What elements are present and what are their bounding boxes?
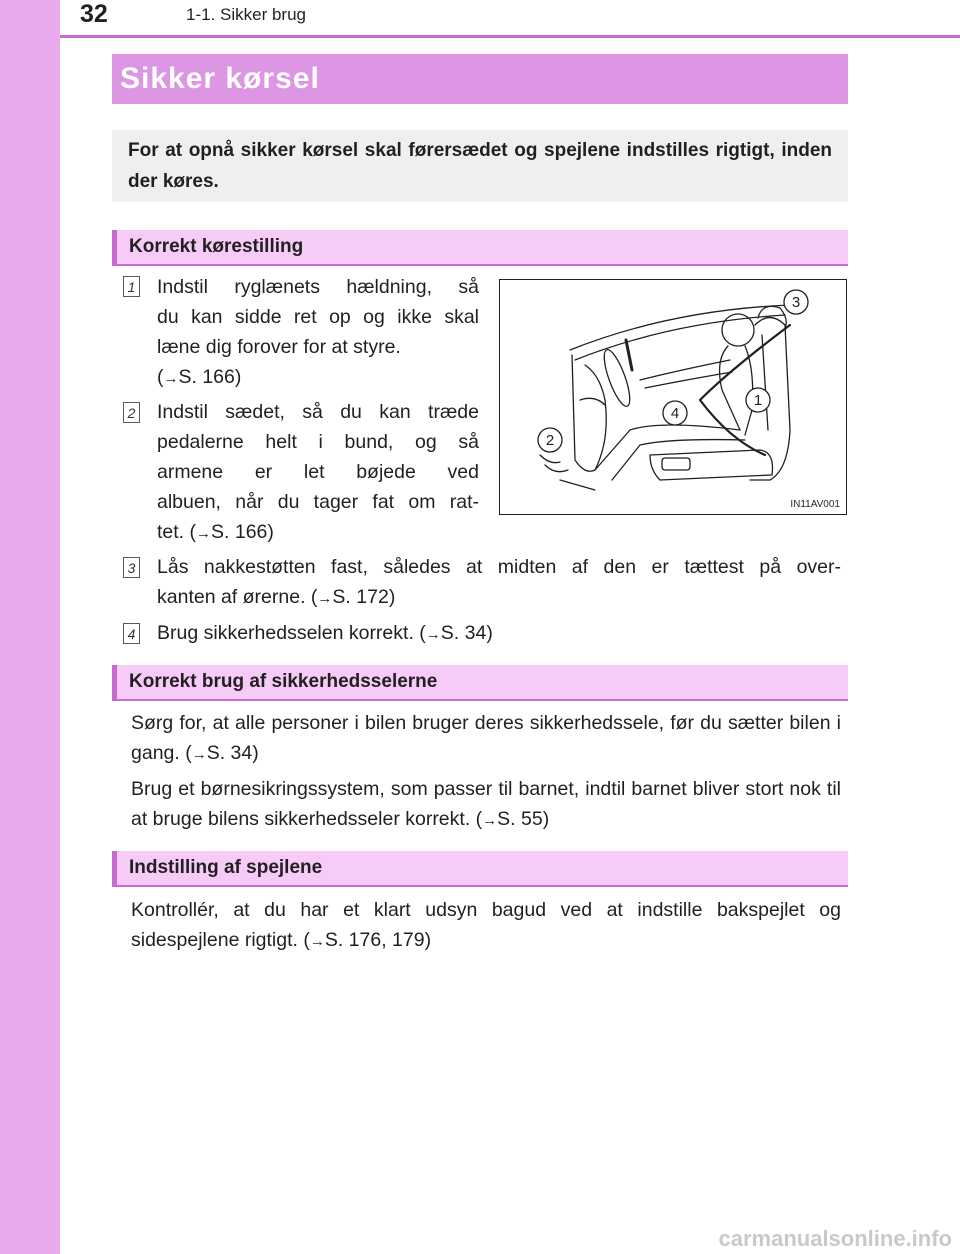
close-paren: ) [388, 586, 396, 608]
item-2-tail: tet. ( [157, 521, 197, 543]
close-paren: ) [424, 929, 432, 951]
callout-3 [784, 290, 808, 314]
close-paren: ) [267, 521, 274, 543]
callout-3-label: 3 [791, 294, 801, 311]
item-number-2: 2 [123, 402, 140, 423]
callout-1 [746, 388, 770, 412]
item-3-ref-line [157, 582, 841, 614]
page-title-bar [112, 54, 848, 104]
item-1-line: du kan sidde ret op og ikke skal [157, 306, 479, 328]
item-number-1: 1 [123, 276, 140, 297]
driver-seat-drawing [500, 280, 846, 514]
page-ref-link[interactable]: S. 176, 179 [324, 929, 425, 951]
item-2-line: Indstil sædet, så du kan træde [157, 401, 479, 423]
close-paren: ) [252, 742, 259, 764]
open-paren: ( [157, 366, 164, 388]
arrow-icon: → [163, 370, 179, 387]
item-4-text [157, 618, 841, 650]
arrow-icon: → [191, 746, 207, 763]
item-1-ref-line [157, 362, 479, 394]
item-2-line: pedalerne helt i bund, og så [157, 431, 479, 453]
close-paren: ) [542, 808, 550, 830]
mirrors-p-text: Kontrollér, at du har et klart udsyn bagud ved at indstille bakspejlet og sidespejlene rigtigt. ( [131, 899, 841, 951]
seatbelt-p1-text: Sørg for, at alle personer i bilen bruger deres sikkerhedssele, før du sætter bilen i gang. ( [131, 712, 841, 764]
page-title: Sikker kørsel [120, 62, 320, 95]
heading-seatbelts: Korrekt brug af sikkerhedsselerne [112, 665, 848, 701]
header-divider [60, 35, 960, 38]
arrow-icon: → [425, 626, 441, 643]
callout-2-label: 2 [545, 432, 555, 449]
intro-box: For at opnå sikker kørsel skal førersædet og spejlene indstilles rigtigt, inden der køres. [112, 130, 848, 202]
arrow-icon: → [482, 812, 498, 829]
item-1-text [157, 272, 479, 394]
side-tab-bar [0, 0, 60, 1254]
page-ref-link[interactable]: S. 34 [206, 742, 253, 764]
callout-2 [538, 428, 562, 452]
driving-position-illustration [499, 279, 847, 515]
page-ref-link[interactable]: S. 34 [440, 622, 487, 644]
page-ref-link[interactable]: S. 172 [332, 586, 389, 608]
item-3-tail: kanten af ørerne. ( [157, 586, 318, 608]
item-2-text [157, 397, 479, 549]
callout-1-label: 1 [753, 392, 763, 409]
page-number: 32 [80, 0, 108, 28]
item-2-ref-line [157, 517, 479, 549]
arrow-icon: → [317, 590, 333, 607]
item-4-tail: Brug sikkerhedsselen korrekt. ( [157, 622, 426, 644]
item-1-line: læne dig forover for at styre. [157, 336, 401, 358]
item-number-4: 4 [123, 623, 140, 644]
page-ref-link[interactable]: S. 55 [497, 808, 543, 830]
item-2-line: armene er let bøjede ved [157, 461, 479, 483]
seatbelt-paragraph-2 [131, 774, 841, 836]
arrow-icon: → [309, 933, 325, 950]
item-2-line: albuen, når du tager fat om rat- [157, 491, 479, 513]
item-3-text [157, 552, 841, 614]
heading-mirrors: Indstilling af spejlene [112, 851, 848, 887]
arrow-icon: → [196, 525, 212, 542]
mirrors-paragraph [131, 895, 841, 957]
callout-4 [663, 401, 687, 425]
page-ref-link[interactable]: S. 166 [211, 521, 268, 543]
seatbelt-paragraph-1 [131, 708, 841, 770]
callout-4-label: 4 [670, 405, 680, 422]
section-breadcrumb: 1-1. Sikker brug [186, 5, 306, 24]
item-number-3: 3 [123, 557, 140, 578]
seatbelt-p2-text: Brug et børnesikringssystem, som passer til barnet, indtil barnet bliver stort nok til at bruge bilens sikkerhedsseler korrekt. ( [131, 778, 841, 830]
watermark: carmanualsonline.info [718, 1226, 952, 1251]
page-ref-link[interactable]: S. 166 [178, 366, 235, 388]
close-paren: ) [234, 366, 242, 388]
heading-driving-position: Korrekt kørestilling [112, 230, 848, 266]
close-paren: ) [486, 622, 493, 644]
item-3-line: Lås nakkestøtten fast, således at midten af den er tættest på over- [157, 556, 841, 578]
item-1-line: Indstil ryglænets hældning, så [157, 276, 479, 298]
illustration-code: IN11AV001 [790, 499, 840, 510]
